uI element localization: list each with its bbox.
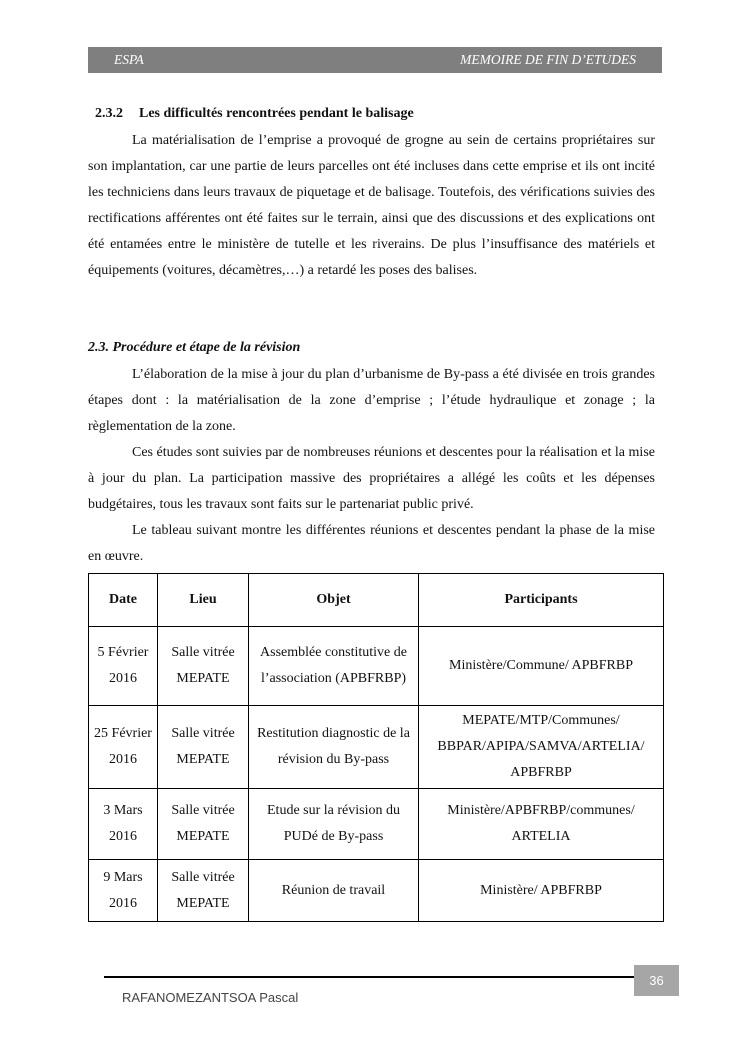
footer-author: RAFANOMEZANTSOA Pascal — [122, 990, 299, 1005]
header-school: ESPA — [114, 52, 144, 67]
page-header — [88, 47, 662, 73]
header-participants: Participants — [419, 574, 664, 627]
table-row — [89, 627, 664, 706]
cell-participants: Ministère/ APBFRBP — [419, 860, 664, 922]
header-lieu: Lieu — [158, 574, 249, 627]
paragraph-elaboration: L’élaboration de la mise à jour du plan d’urbanisme de By-pass a été divisée en trois grandes étapes dont : la matérialisation de la zone d’emprise ; l’étude hydraulique et zonage ; la règlementation de la zone. — [88, 367, 655, 434]
cell-lieu: Salle vitrée MEPATE — [158, 706, 249, 789]
cell-date: 3 Mars 2016 — [89, 789, 158, 860]
cell-participants: Ministère/APBFRBP/communes/ ARTELIA — [419, 789, 664, 860]
cell-objet: Restitution diagnostic de la révision du By-pass — [249, 706, 419, 789]
paragraph-tableau-intro: Le tableau suivant montre les différentes réunions et descentes pendant la phase de la mise en œuvre. — [88, 523, 655, 564]
cell-participants: Ministère/Commune/ APBFRBP — [419, 627, 664, 706]
table-row — [89, 706, 664, 789]
meetings-table — [88, 573, 664, 922]
cell-objet: Réunion de travail — [249, 860, 419, 922]
cell-date: 9 Mars 2016 — [89, 860, 158, 922]
footer-divider — [104, 976, 634, 978]
cell-lieu: Salle vitrée MEPATE — [158, 627, 249, 706]
header-date: Date — [89, 574, 158, 627]
section-number: 2.3.2 — [95, 106, 123, 121]
cell-objet: Assemblée constitutive de l’association (APBFRBP) — [249, 627, 419, 706]
table-row — [89, 860, 664, 922]
cell-objet: Etude sur la révision du PUDé de By-pass — [249, 789, 419, 860]
header-objet: Objet — [249, 574, 419, 627]
cell-participants: MEPATE/MTP/Communes/ BBPAR/APIPA/SAMVA/ARTELIA/ APBFRBP — [419, 706, 664, 789]
table-row — [89, 789, 664, 860]
table-header-row — [89, 574, 664, 627]
cell-date: 25 Février 2016 — [89, 706, 158, 789]
section-heading-2-3-2 — [95, 106, 414, 122]
header-document-type: MEMOIRE DE FIN D’ETUDES — [460, 52, 636, 67]
cell-lieu: Salle vitrée MEPATE — [158, 860, 249, 922]
paragraph-difficultes: La matérialisation de l’emprise a provoqué de grogne au sein de certains propriétaires sur son implantation, car une partie de leurs parcelles ont été incluses dans cette emprise et ils ont incité les techniciens dans leurs travaux de piquetage et de balisage. Toutefois, des vérifications suivies des rectifications afférentes ont été faites sur le terrain, ainsi que des discussions et des explications ont été entamées entre le ministère de tutelle et les riverains. De plus l’insuffisance des matériels et équipements (voitures, décamètres,…) a retardé les poses des balises. — [88, 133, 655, 278]
section-heading-2-3: 2.3. Procédure et étape de la révision — [88, 340, 301, 355]
page-number: 36 — [634, 965, 679, 996]
paragraph-etudes: Ces études sont suivies par de nombreuses réunions et descentes pour la réalisation et la mise à jour du plan. La participation massive des propriétaires a allégé les coûts et les dépenses budgétaires, tous les travaux sont faits sur le partenariat public privé. — [88, 445, 655, 512]
section-title: Les difficultés rencontrées pendant le balisage — [139, 106, 414, 121]
cell-date: 5 Février 2016 — [89, 627, 158, 706]
cell-lieu: Salle vitrée MEPATE — [158, 789, 249, 860]
